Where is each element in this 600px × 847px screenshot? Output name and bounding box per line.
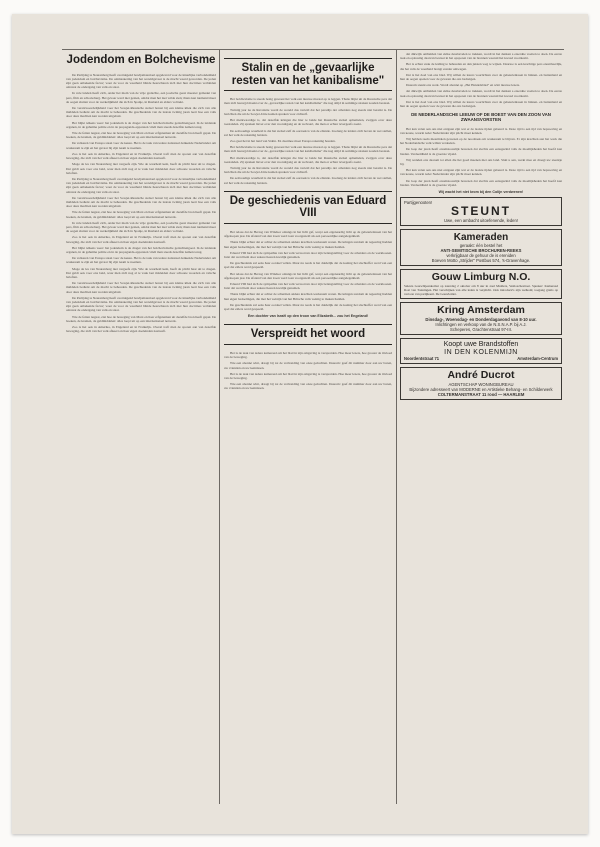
ad-text: Salesta Gouwbijeenkomst op zaterdag 2 oktober om 8 uur in zaal Mulders, Venloschestraat. Spreker: Kameraad Rost van Tonningen. Het verschijnen van alle leden is verplicht. Ook introducé's zijn welkom; toegang gratis op vertoon van partijkaart. De Gouwleider.: [404, 283, 558, 297]
article-paragraph: Eduard VIII had zich de sympathie van het volk verworven door zijn belangstelling voor de arbeiders en de werkloozen. Juist dat werd hem door zekere heeren kwalijk genomen.: [224, 250, 392, 260]
article-paragraph: Zoo gaat het in het land van Stalin. En daarmee moet Europa rekening houden.: [230, 138, 336, 143]
article-body: [66, 73, 216, 334]
ad-title: Gouw Limburg N.O.: [431, 271, 531, 284]
article-closing-line: Een dochter van Israël op den troon van Elizabeth... zou het Engeland!: [247, 314, 369, 319]
article-paragraph: De Partijdag te Neurenberg heeft overtuigend bewijsmateriaal opgeleverd voor de innerlijke verbondenheid van jodendom en bolchevisme. De ontmaskering van het wereldgevaar is de macht waard geworden. De joden zijn geen onbekende factor; waar de voor de waarheid blinde heerscharen zich met hun doctrines verbinden ontstaat de ondergang van volk en staat.: [66, 295, 216, 313]
ad-line: Koopt uwe Brandstoffen: [443, 340, 519, 348]
article-paragraph: De volkeren van Europa staan voor de keuze. Het is de taak van iedere nationaal denkende Nederlander om waakzaam te zijn en het gevaar bij zijn naam te noemen.: [66, 141, 216, 150]
article-paragraph: Twintig jaar na de Revolutie wordt de wereld dus verteld dat het paradijs der arbeiders nog steeds niet bereikt is. De berichten die uit de Sowjet-Unie komen spreken voor zichzelf.: [224, 107, 392, 116]
article-paragraph: Het bolchevisme is steeds bezig geweest het volk een nieuwe moraal op te leggen. Thans blijkt uit de Russische pers dat men zich bezorgd maakt over de „gevaarlijke resten van het kanibalisme" die nog altijd in sommige streken zouden bestaan.: [224, 145, 392, 154]
article-paragraph: Het relaas dat de Hertog van Windsor onlangs in het licht gaf, werpt een eigenaardig licht op de gebeurtenissen van het afgeloopen jaar. De afstand van den troon werd toen voorgesteld als een persoonlijke aangelegenheid.: [224, 230, 392, 239]
article-paragraph: Het is echter zaak de leiding te behouden en den juisten weg te wijzen. Daartoe is een krachtige pers onontbeerlijk, die het volk de waarheid brengt zonder omwegen.: [400, 62, 562, 71]
ad-gouw-limburg: [400, 269, 562, 299]
article-paragraph: Moge de les van Neurenberg niet vergeefs zijn. Wie de waarheid kent, heeft de plicht haar uit te dragen. Dat geldt ook voor ons land, waar men zich nog al te vaak laat misleiden door schoone woorden en valsche beloften.: [66, 162, 216, 175]
ad-line: IN DEN KOLENMIJN: [444, 348, 518, 356]
article-paragraph: Het kan velen aan ons niet ontgaan zijn wat er de laatste tijden gebeurd is. Deze tijd is een tijd van beproeving en van keuze, waarin ieder Nederlander zijn plicht moet kennen.: [400, 168, 562, 177]
ad-line: Scheperes, Grachtenstraat 97-III.: [450, 326, 512, 332]
article-paragraph: In vele landen heeft zich, onder het mom van de vrije gedachte, een joodsche geest meester gemaakt van pers, film en schouwburg. Het gevaar werd niet gezien, omdat men het niet wilde zien; thans kan niemand meer de oogen sluiten voor de werkelijkheid die zich in Spanje, in Rusland en elders voltrekt.: [66, 220, 216, 234]
article-paragraph: De verantwoordelijkheid voor het Sowjet-Russische stelsel berust bij een kleine kliek die zich van alle middelen bedient om de macht te behouden. De geschiedenis van de laatste twintig jaren leert hoe een volk door deze machten kan worden uitgebuit.: [66, 106, 216, 119]
ad-title: Kameraden: [453, 232, 509, 244]
article-paragraph: Het blijkt telkens weer: het jodendom is de drager van het bolchevistische gedachtengoed. In de leidende organen, in de geheime politie en in de propaganda-apparaten vindt men steeds dezelfde namen terug.: [66, 120, 216, 129]
article-paragraph: Dat is het doel van ons blad. Wij willen de lezers voorlichten over de gebeurtenissen in binnen- en buitenland en hun de oogen openen voor de gevaren die ons bedreigen.: [400, 72, 562, 82]
article-paragraph: Het bolchevisme is steeds bezig geweest het volk een nieuwe moraal op te leggen. Thans blijkt uit de Russische pers dat men zich bezorgd maakt over de „gevaarlijke resten van het kanibalisme" die nog altijd in sommige streken zouden bestaan.: [224, 97, 392, 106]
article-paragraph: Wie een abonné wint, draagt bij tot de verbreiding van onze gedachten. Daarom: geef dit nummer door aan uw buren, uw vrienden en uw kennissen.: [224, 382, 392, 391]
article-paragraph: Zoo is het ook in Amerika, in Engeland en in Frankrijk. Overal treft men de sporen aan van dezelfde beweging, die zich van het volk afkeert en haar eigen doeleinden nastreeft.: [66, 235, 216, 244]
article-paragraph: Wie de feiten nagaat, ziet hoe de beweging van Marx en haar erfgenamen uit dezelfde bron heeft geput. De boeken, de kranten, de geldmiddelen: alles loopt uit op een internationaal netwerk.: [66, 210, 216, 219]
article-paragraph: Het is de taak van iedere kameraad om het blad in zijn omgeving te verspreiden. Hoe meer lezers, hoe grooter de invloed van de beweging.: [224, 350, 392, 360]
article-body: [224, 230, 392, 318]
article-paragraph: Wie een abonné wint, draagt bij tot de verbreiding van onze gedachten. Daarom: geef dit nummer door aan uw buren, uw vrienden en uw kennissen.: [224, 361, 392, 370]
ad-line: Uwe, een ambacht uitoefenende, leden!: [443, 218, 519, 224]
article-paragraph: Het is de taak van iedere kameraad om het blad in zijn omgeving te verspreiden. Hoe meer lezers, hoe grooter de invloed van de beweging.: [224, 371, 392, 380]
article-paragraph: Het merkwaardige is, dat dezelfde kringen die hier te lande het Russische stelsel ophemelen, zwijgen over deze toestanden. Zij spreken liever over den vooruitgang en de welvaart, die men er echter tevergeefs zoekt.: [224, 118, 392, 127]
ad-address-row: [404, 356, 558, 361]
column-divider: [219, 50, 220, 804]
article-body: [400, 52, 562, 108]
article-paragraph: Wie de feiten nagaat, ziet hoe de beweging van Marx en haar erfgenamen uit dezelfde bron heeft geput. De boeken, de kranten, de geldmiddelen: alles loopt uit op een internationaal netwerk.: [66, 131, 216, 140]
article-paragraph: Wij wenden ons daarom tot allen die het goed meenen met ons land. Sluit u aan, werkt mee en draagt uw steentje bij.: [400, 157, 562, 167]
article-paragraph: Het merkwaardige is, dat dezelfde kringen die hier te lande het Russische stelsel ophemelen, zwijgen over deze toestanden. Zij spreken liever over den vooruitgang en de welvaart, die men er echter tevergeefs zoekt.: [224, 155, 392, 164]
column-divider: [396, 50, 397, 804]
ad-title: Kring Amsterdam: [437, 304, 525, 317]
article-paragraph: Eduard VIII had zich de sympathie van het volk verworven door zijn belangstelling voor de arbeiders en de werkloozen. Juist dat werd hem door zekere heeren kwalijk genomen.: [224, 282, 392, 291]
article-paragraph: De eenvoudige waarheid is dat het stelsel zelf de oorzaak is van de ellende. Zoolang de leiders zich boven de wet stellen, zal het volk de rekening betalen.: [224, 176, 392, 185]
left-column: [66, 52, 216, 804]
ad-andre-ducrot: [400, 367, 562, 400]
section-headline: DE NEDERLANDSCHE LEEUW OF DE BOEST VAN DEN ZOON VAN ZWAANSVORSTEN: [411, 112, 551, 123]
article-paragraph: Thans blijkt echter dat er achter de schermen andere krachten werkzaam waren. De kringen rondom de regeering hadden hun eigen bedoelingen, die met het welzijn van het Britsche volk weinig te maken hadden.: [224, 240, 392, 249]
article-paragraph: dat dikwijls onthulden van zulke dessbevelen te trekken, wordt in het denken a eteerdne voetten te doen. De eerste taak en oplossing daarvan bestaat in het opsporen van de bronnen waaruit het kwaad voortkomt.: [400, 89, 562, 98]
middle-column: [224, 52, 392, 804]
article-paragraph: Moge de les van Neurenberg niet vergeefs zijn. Wie de waarheid kent, heeft de plicht haar uit te dragen. Dat geldt ook voor ons land, waar men zich nog al te vaak laat misleiden door schoone woorden en valsche beloften.: [66, 266, 216, 279]
ad-line: Bijzondere adresseert van MODERNE en Artistieke Behang- en Schilderwerk: [409, 386, 553, 392]
article-paragraph: Het blijkt telkens weer: het jodendom is de drager van het bolchevistische gedachtengoed. In de leidende organen, in de geheime politie en in de propaganda-apparaten vindt men steeds dezelfde namen terug.: [66, 245, 216, 254]
ad-line: Boeven Motto „Strijder" Postbus 574, 's-Gravenhage.: [431, 258, 531, 264]
article-paragraph: De volkeren van Europa staan voor de keuze. Het is de taak van iedere nationaal denkende Nederlander om waakzaam te zijn en het gevaar bij zijn naam te noemen.: [66, 256, 216, 265]
right-column: [400, 52, 562, 804]
ad-steunt: [400, 197, 562, 226]
ad-title: STEUNT: [451, 204, 511, 219]
article-paragraph: Wij hebben reeds meermalen gewezen op de noodzaak om waakzaam te blijven. Er zijn krachten aan het werk die het Nederlandsche volk willen verdeelen.: [400, 137, 562, 146]
ad-line: ANTI-SEMITISCHE BROCHUREN-REEKS: [440, 248, 522, 254]
article-paragraph: Het relaas dat de Hertog van Windsor onlangs in het licht gaf, werpt een eigenaardig licht op de gebeurtenissen van het afgeloopen jaar. De afstand van den troon werd toen voorgesteld als een persoonlijke aangelegenheid.: [224, 271, 392, 280]
article-closing-line: Wij wacht het niet krom bij den Colijn verdwenen!: [438, 190, 524, 195]
ad-title: André Ducrot: [447, 369, 515, 382]
ad-line: geraakt: één bestel het: [459, 243, 503, 249]
ad-kolenmijn: [400, 338, 562, 364]
article-paragraph: Dat is het doel van ons blad. Wij willen de lezers voorlichten over de gebeurtenissen in binnen- en buitenland en hun de oogen openen voor de gevaren die ons bedreigen.: [400, 99, 562, 109]
header-rule: [62, 49, 564, 50]
article-paragraph: De verantwoordelijkheid voor het Sowjet-Russische stelsel berust bij een kleine kliek die zich van alle middelen bedient om de macht te behouden. De geschiedenis van de laatste twintig jaren leert hoe een volk door deze machten kan worden uitgebuit.: [66, 195, 216, 209]
article-paragraph: De eenvoudige waarheid is dat het stelsel zelf de oorzaak is van de ellende. Zoolang de leiders zich boven de wet stellen, zal het volk de rekening betalen.: [224, 128, 392, 137]
ad-line: AGENTSCHAP WONINGBUREAU: [448, 381, 514, 387]
ad-kring-amsterdam: [400, 302, 562, 335]
ad-kameraden: [400, 229, 562, 266]
article-paragraph: dat dikwijls onthulden van zulke dessbevelen te trekken, wordt in het denken a eteerdne voetten te doen. De eerste taak en oplossing daarvan bestaat in het opsporen van de bronnen waaruit het kwaad voortkomt.: [400, 52, 562, 61]
ad-line: Dinsdag-, Woensdag- en Donderdagavond van 8-10 uur.: [425, 316, 537, 322]
article-paragraph: De geschiedenis zal eens haar oordeel vellen. Maar nu reeds is het duidelijk dat de koning het slachtoffer werd van een spel dat elders werd gespeeld.: [224, 302, 392, 312]
article-paragraph: Wie de feiten nagaat, ziet hoe de beweging van Marx en haar erfgenamen uit dezelfde bron heeft geput. De boeken, de kranten, de geldmiddelen: alles loopt uit op een internationaal netwerk.: [66, 314, 216, 323]
article-headline: Stalin en de „gevaarlijke resten van het kanibalisme": [224, 58, 392, 91]
ad-line: Inlichtingen en verkoop van de N.S.N.A.P. bij A.J.: [435, 321, 527, 327]
article-headline: De geschiedenis van Eduard VIII: [224, 191, 392, 224]
article-paragraph: Het kan velen aan ons niet ontgaan zijn wat er de laatste tijden gebeurd is. Deze tijd is een tijd van beproeving en van keuze, waarin ieder Nederlander zijn plicht moet kennen.: [400, 126, 562, 135]
ad-address: Amsterdam-Centrum: [517, 356, 558, 362]
article-paragraph: De Partijdag te Neurenberg heeft overtuigend bewijsmateriaal opgeleverd voor de innerlijke verbondenheid van jodendom en bolchevisme. De ontmaskering van het wereldgevaar is de macht waard geworden. De joden zijn geen onbekende factor; waar de voor de waarheid blinde heerscharen zich met hun doctrines verbinden ontstaat de ondergang van volk en staat.: [66, 176, 216, 194]
article-body: [224, 351, 392, 391]
article-body: [400, 127, 562, 194]
newspaper-page: [12, 14, 588, 834]
article-paragraph: In vele landen heeft zich, onder het mom van de vrije gedachte, een joodsche geest meester gemaakt van pers, film en schouwburg. Het gevaar werd niet gezien, omdat men het niet wilde zien; thans kan niemand meer de oogen sluiten voor de werkelijkheid die zich in Spanje, in Rusland en elders voltrekt.: [66, 91, 216, 104]
article-paragraph: Zoo is het ook in Amerika, in Engeland en in Frankrijk. Overal treft men de sporen aan van dezelfde beweging, die zich van het volk afkeert en haar eigen doeleinden nastreeft.: [66, 325, 216, 334]
article-paragraph: De Partijdag te Neurenberg heeft overtuigend bewijsmateriaal opgeleverd voor de innerlijke verbondenheid van jodendom en bolchevisme. De ontmaskering van het wereldgevaar is de macht waard geworden. De joden zijn geen onbekende factor; waar de voor de waarheid blinde heerscharen zich met hun doctrines verbinden ontstaat de ondergang van volk en staat.: [66, 72, 216, 90]
ad-line: Partijgenooten!: [404, 200, 433, 206]
article-body: [224, 97, 392, 184]
article-paragraph: De geschiedenis zal eens haar oordeel vellen. Maar nu reeds is het duidelijk dat de koning het slachtoffer werd van een spel dat elders werd gespeeld.: [224, 261, 392, 270]
article-headline: Jodendom en Bolchevisme: [66, 54, 216, 66]
article-paragraph: Daarom steunt ons werk. Wordt abonné op „Het Handelsblad" en wint nieuwe lezers.: [406, 83, 520, 88]
article-paragraph: Twintig jaar na de Revolutie wordt de wereld dus verteld dat het paradijs der arbeiders nog steeds niet bereikt is. De berichten die uit de Sowjet-Unie komen spreken voor zichzelf.: [224, 165, 392, 175]
article-paragraph: Thans blijkt echter dat er achter de schermen andere krachten werkzaam waren. De kringen rondom de regeering hadden hun eigen bedoelingen, die met het welzijn van het Britsche volk weinig te maken hadden.: [224, 292, 392, 301]
article-headline: Verspreidt het woord: [224, 324, 392, 345]
ad-line: COLTERMANSTRAAT 11 rood — HAARLEM: [437, 391, 525, 397]
article-paragraph: De verantwoordelijkheid voor het Sowjet-Russische stelsel berust bij een kleine kliek die zich van alle middelen bedient om de macht te behouden. De geschiedenis van de laatste twintig jaren leert hoe een volk door deze machten kan worden uitgebuit.: [66, 281, 216, 294]
article-paragraph: De loop der jaren heeft onomstootelijk bewezen dat slechts een eensgezind volk de moeilijkheden het hoofd kan bieden. Verdeeldheid is de grootste vijand.: [400, 178, 562, 187]
article-paragraph: Zoo is het ook in Amerika, in Engeland en in Frankrijk. Overal treft men de sporen aan van dezelfde beweging, die zich van het volk afkeert en haar eigen doeleinden nastreeft.: [66, 151, 216, 161]
ad-line: verkrijgbaar de gehuur de is ereniden: [446, 253, 516, 259]
article-paragraph: De loop der jaren heeft onomstootelijk bewezen dat slechts een eensgezind volk de moeilijkheden het hoofd kan bieden. Verdeeldheid is de grootste vijand.: [400, 147, 562, 156]
ad-address: Noordentstraat 71: [404, 356, 440, 362]
